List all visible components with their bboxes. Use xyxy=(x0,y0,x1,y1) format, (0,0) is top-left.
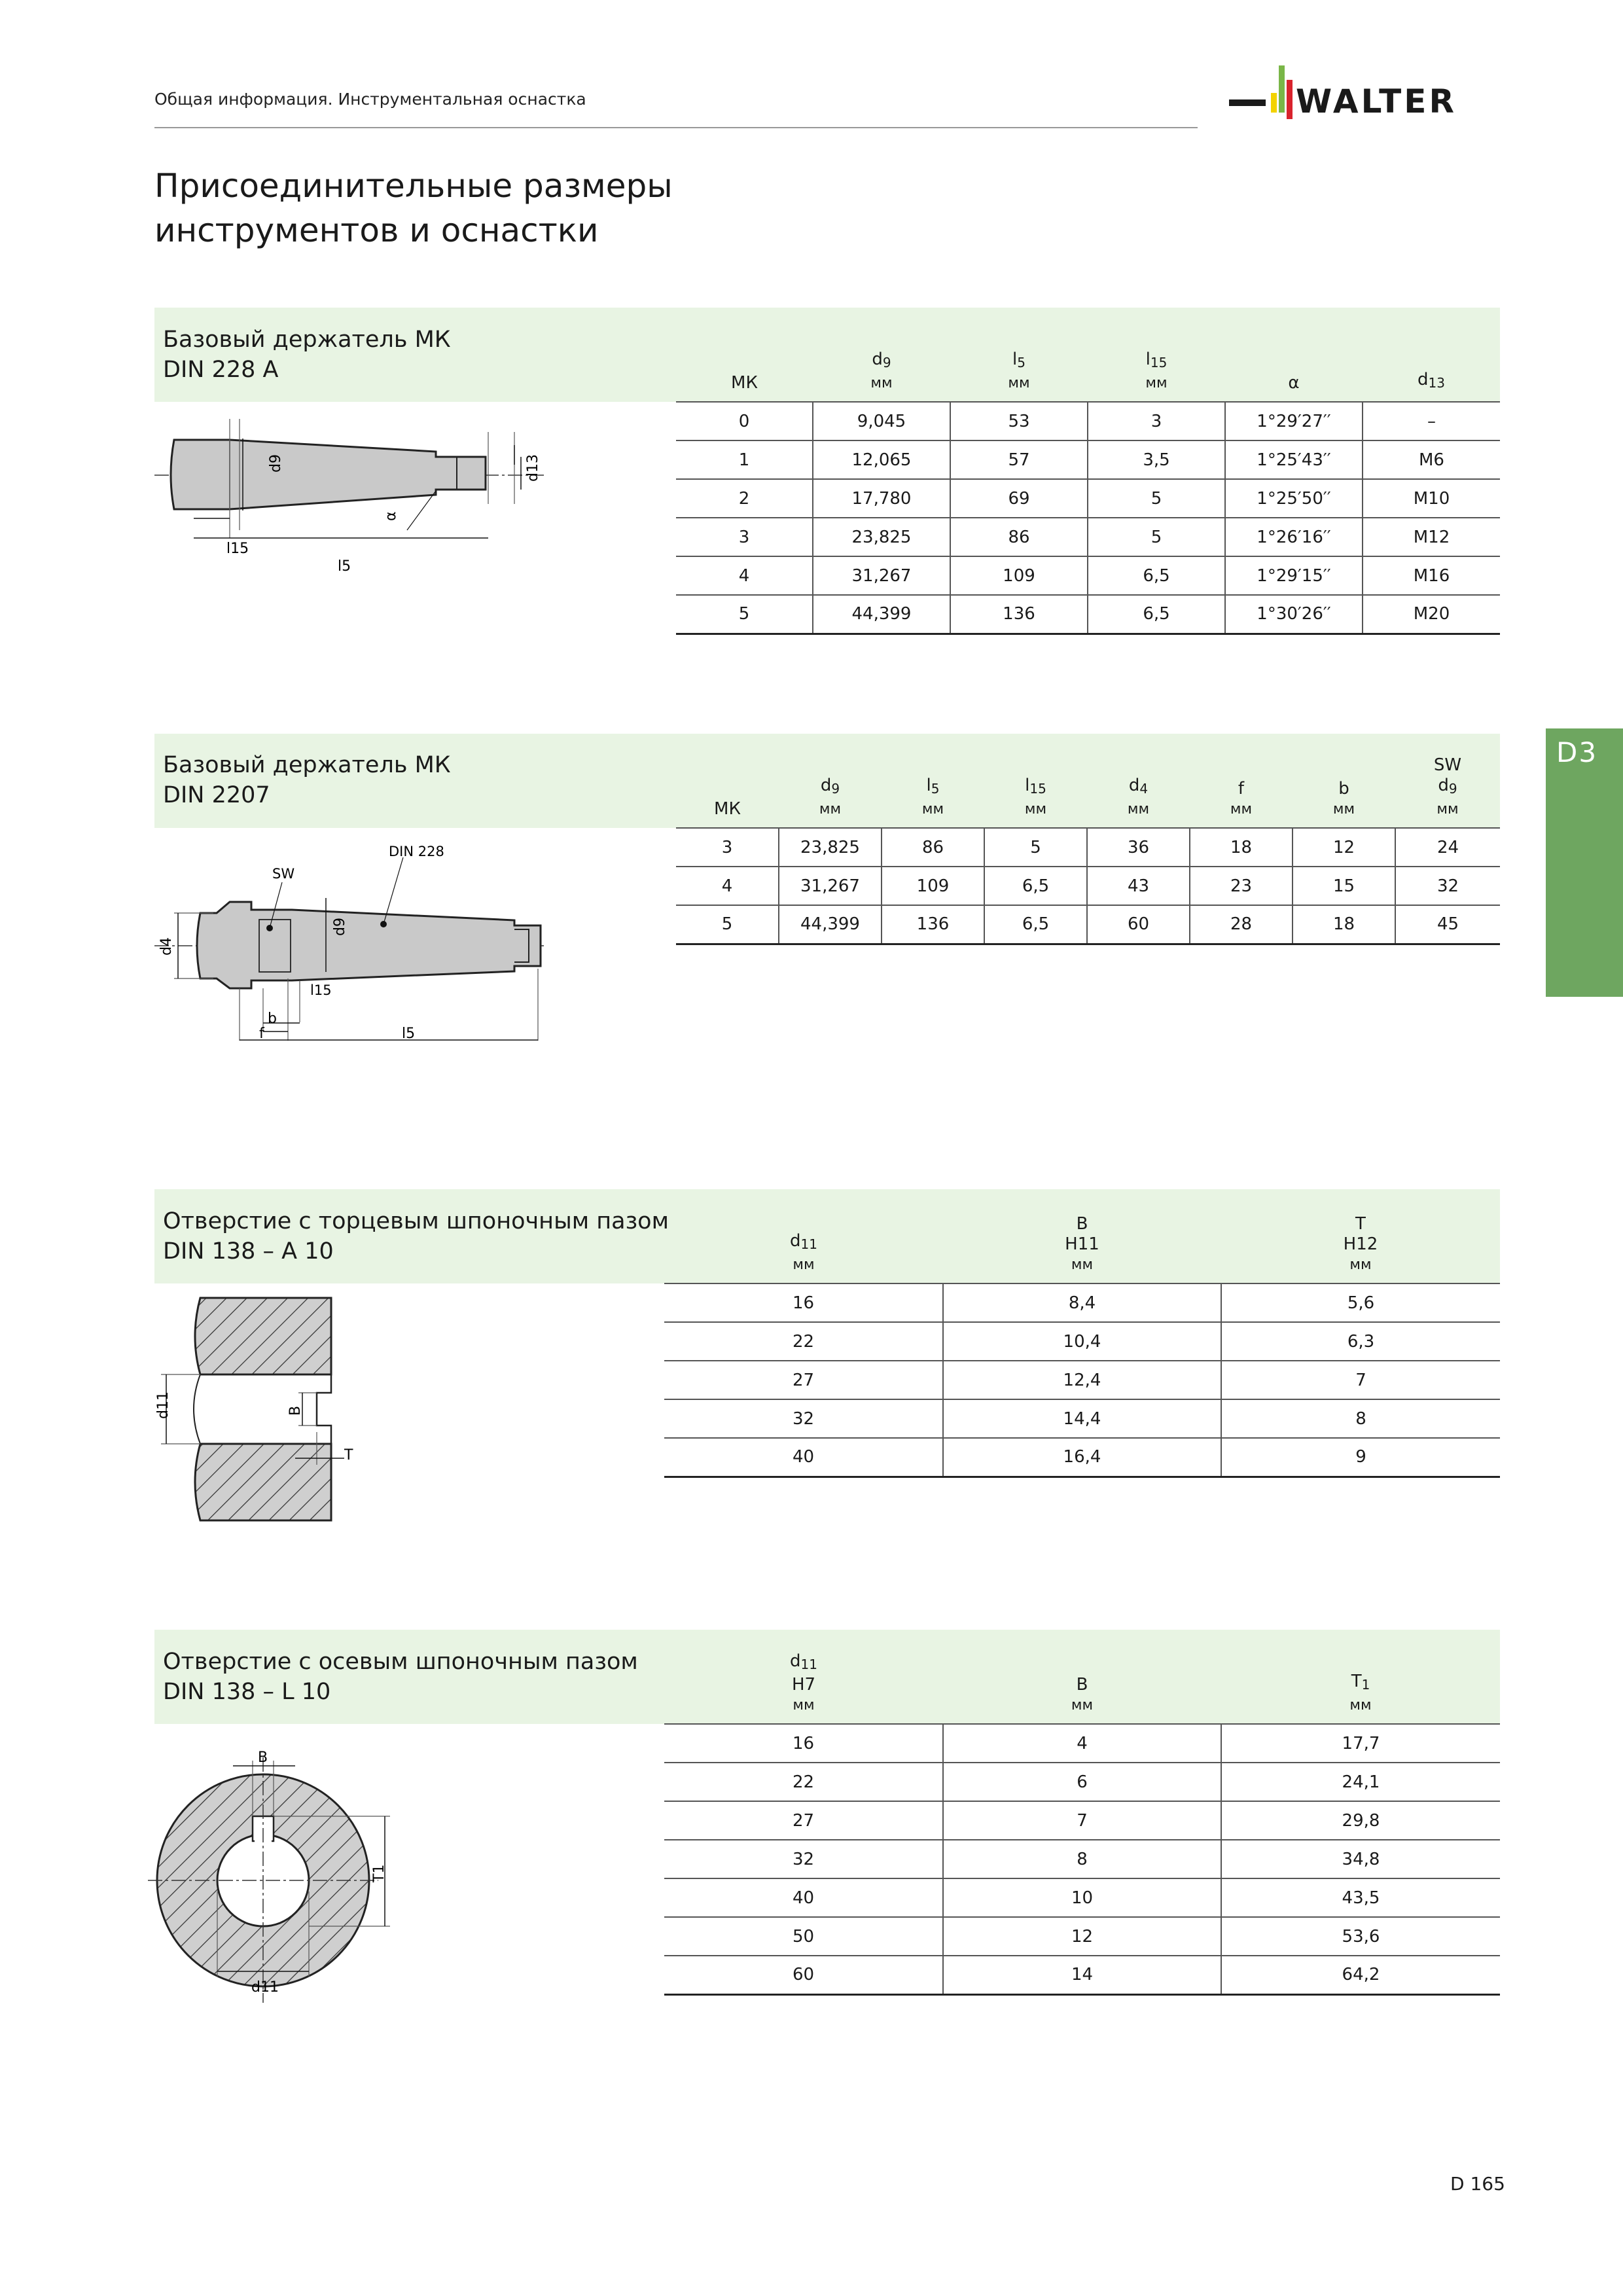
section-4-title-line-1: Отверстие с осевым шпоночным пазом xyxy=(163,1649,638,1675)
column-header-top: SW xyxy=(1433,755,1462,775)
label-d11-l10: d11 xyxy=(251,1979,279,1996)
table-cell: 109 xyxy=(882,867,984,905)
walter-logo xyxy=(1224,60,1503,132)
table-cell: 12,4 xyxy=(943,1361,1221,1399)
table-cell: 136 xyxy=(882,905,984,944)
label-d9: d9 xyxy=(268,454,284,473)
label-d13: d13 xyxy=(525,454,541,482)
column-header-symbol: H12 xyxy=(1343,1234,1378,1254)
table-row xyxy=(664,1763,1500,1801)
breadcrumb: Общая информация. Инструментальная оснастка xyxy=(154,90,586,109)
section-4-title xyxy=(163,1647,638,1707)
section-1-title-line-1: Базовый держатель МК xyxy=(163,327,451,353)
table-cell: 1 xyxy=(676,440,813,479)
column-header-unit: мм xyxy=(1332,801,1355,817)
section-4-title-line-2: DIN 138 – L 10 xyxy=(163,1679,331,1705)
table-cell: M12 xyxy=(1363,518,1500,556)
table-cell: 136 xyxy=(950,595,1088,634)
column-header-top: $d_{11}$ xyxy=(790,1651,817,1672)
page-title-line-1: Присоединительные размеры xyxy=(154,167,673,205)
table-cell: 5,6 xyxy=(1221,1283,1500,1322)
label-T1-l10: T1 xyxy=(371,1864,387,1882)
table-cell: 3 xyxy=(1088,402,1225,440)
table-cell: 5 xyxy=(984,828,1087,867)
column-header-symbol: H7 xyxy=(791,1675,816,1695)
table-cell: 44,399 xyxy=(779,905,882,944)
table-cell: 16,4 xyxy=(943,1438,1221,1477)
table-row xyxy=(664,1878,1500,1917)
table-cell: M20 xyxy=(1363,595,1500,634)
table-cell: 6 xyxy=(943,1763,1221,1801)
table-cell: 17,7 xyxy=(1221,1724,1500,1763)
table-cell: 27 xyxy=(664,1361,943,1399)
section-3-title-line-2: DIN 138 – A 10 xyxy=(163,1238,334,1265)
table-cell: 17,780 xyxy=(813,479,950,518)
table-row xyxy=(664,1956,1500,1994)
table-cell: 7 xyxy=(943,1801,1221,1840)
column-header-unit: мм xyxy=(1071,1697,1094,1713)
table-cell: 53 xyxy=(950,402,1088,440)
table-row xyxy=(664,1322,1500,1361)
table-cell: 40 xyxy=(664,1438,943,1477)
col-d13: $d_{13}$ xyxy=(1418,370,1445,391)
column-header-symbol: f xyxy=(1238,779,1245,798)
table-cell: 3 xyxy=(676,828,779,867)
table-cell: 32 xyxy=(664,1399,943,1438)
table-cell: 109 xyxy=(950,556,1088,595)
column-header-symbol: $d_9$ xyxy=(820,776,840,797)
table-cell: 5 xyxy=(676,905,779,944)
label-b: b xyxy=(268,1011,277,1027)
column-header xyxy=(943,1630,1221,1724)
table-din138-a10 xyxy=(664,1189,1500,1478)
table-cell: 6,5 xyxy=(984,867,1087,905)
table-cell: 16 xyxy=(664,1724,943,1763)
label-f: f xyxy=(259,1026,264,1042)
table-cell: 16 xyxy=(664,1283,943,1322)
table-cell: 23,825 xyxy=(813,518,950,556)
column-header-symbol: $l_{15}$ xyxy=(1025,776,1046,797)
label-l15-2207: l15 xyxy=(310,982,332,998)
table-row xyxy=(676,595,1500,634)
page-title xyxy=(154,164,673,253)
table-row xyxy=(676,479,1500,518)
column-header-unit: мм xyxy=(819,801,842,817)
table-row xyxy=(676,440,1500,479)
table-row xyxy=(676,905,1500,944)
table-cell: 34,8 xyxy=(1221,1840,1500,1878)
table-cell: 18 xyxy=(1190,828,1293,867)
table-cell: 1°29′15′′ xyxy=(1225,556,1363,595)
column-header-symbol: $d_9$ xyxy=(1438,776,1457,797)
label-B-l10: B xyxy=(258,1749,268,1766)
table-row xyxy=(676,556,1500,595)
label-l5: l5 xyxy=(338,558,351,575)
table-cell: 3 xyxy=(676,518,813,556)
label-sw: SW xyxy=(272,866,295,882)
column-header-symbol: H11 xyxy=(1065,1234,1099,1254)
column-header xyxy=(943,1189,1221,1283)
table-cell: 32 xyxy=(664,1840,943,1878)
table-cell: 28 xyxy=(1190,905,1293,944)
column-header xyxy=(1221,1189,1500,1283)
col-alpha: α xyxy=(1288,373,1300,393)
table-cell: 22 xyxy=(664,1322,943,1361)
logo-wordmark: WALTER xyxy=(1296,82,1457,120)
table-cell: 4 xyxy=(676,867,779,905)
table-cell: 12 xyxy=(943,1917,1221,1956)
column-header-unit: мм xyxy=(921,801,944,817)
table-cell: 1°25′50′′ xyxy=(1225,479,1363,518)
column-header-symbol: $l_5$ xyxy=(926,776,940,797)
table-cell: 5 xyxy=(1088,518,1225,556)
table-row xyxy=(676,402,1500,440)
label-l15: l15 xyxy=(226,541,249,557)
column-header-unit: мм xyxy=(1127,801,1150,817)
table-cell: – xyxy=(1363,402,1500,440)
table-cell: 24 xyxy=(1395,828,1500,867)
column-header-top: B xyxy=(1076,1214,1088,1234)
figure-din138-l10 xyxy=(148,1734,410,2003)
column-header xyxy=(779,734,882,828)
label-d4: d4 xyxy=(158,937,175,956)
figure-din138-a10 xyxy=(148,1295,383,1524)
table-cell: 31,267 xyxy=(813,556,950,595)
column-header xyxy=(1293,734,1395,828)
table-cell: 1°25′43′′ xyxy=(1225,440,1363,479)
section-2-title-line-2: DIN 2207 xyxy=(163,782,270,808)
label-d11-a10: d11 xyxy=(155,1391,171,1419)
column-header xyxy=(984,734,1087,828)
table-cell: 86 xyxy=(950,518,1088,556)
table-row xyxy=(664,1840,1500,1878)
column-header xyxy=(1395,734,1500,828)
table-row xyxy=(664,1438,1500,1477)
table-cell: 8 xyxy=(943,1840,1221,1878)
table-din138-l10 xyxy=(664,1630,1500,1996)
col-d9: $d_9$ мм xyxy=(870,350,893,391)
column-header xyxy=(1087,734,1190,828)
table-cell: 60 xyxy=(1087,905,1190,944)
table-row xyxy=(676,867,1500,905)
table-row xyxy=(664,1283,1500,1322)
table-cell: 1°26′16′′ xyxy=(1225,518,1363,556)
column-header-unit: мм xyxy=(1436,801,1459,817)
section-1-title-line-2: DIN 228 A xyxy=(163,357,279,383)
table-cell: 5 xyxy=(1088,479,1225,518)
table-cell: 9,045 xyxy=(813,402,950,440)
label-d9-2207: d9 xyxy=(332,918,348,936)
table-cell: 40 xyxy=(664,1878,943,1917)
column-header-unit: мм xyxy=(793,1257,815,1273)
table-cell: 36 xyxy=(1087,828,1190,867)
col-l15: $l_{15}$ мм xyxy=(1145,350,1168,391)
table-cell: 15 xyxy=(1293,867,1395,905)
column-header xyxy=(676,734,779,828)
table-cell: 5 xyxy=(676,595,813,634)
table-row xyxy=(664,1399,1500,1438)
table-din228a xyxy=(676,308,1500,635)
col-mk: МК xyxy=(731,373,758,393)
section-3-title-line-1: Отверстие с торцевым шпоночным пазом xyxy=(163,1208,669,1234)
label-B-a10: B xyxy=(287,1405,304,1416)
column-header-unit: мм xyxy=(1349,1257,1372,1273)
table-cell: 3,5 xyxy=(1088,440,1225,479)
column-header-symbol: $d_{11}$ xyxy=(790,1231,817,1252)
section-2-title-line-1: Базовый держатель МК xyxy=(163,752,451,778)
table-cell: 14 xyxy=(943,1956,1221,1994)
column-header-unit: мм xyxy=(793,1697,815,1713)
table-cell: 44,399 xyxy=(813,595,950,634)
table-cell: 32 xyxy=(1395,867,1500,905)
table-cell: 86 xyxy=(882,828,984,867)
section-tab-label: D3 xyxy=(1556,736,1598,768)
column-header-symbol: МК xyxy=(714,799,741,819)
column-header-top: T xyxy=(1355,1214,1366,1234)
column-header xyxy=(664,1189,943,1283)
table-cell: M16 xyxy=(1363,556,1500,595)
table-cell: M10 xyxy=(1363,479,1500,518)
column-header xyxy=(1190,734,1293,828)
table-row xyxy=(664,1724,1500,1763)
table-cell: 18 xyxy=(1293,905,1395,944)
section-1-title xyxy=(163,325,451,385)
table-cell: 22 xyxy=(664,1763,943,1801)
table-row xyxy=(664,1801,1500,1840)
column-header-unit: мм xyxy=(1024,801,1047,817)
table-cell: M6 xyxy=(1363,440,1500,479)
table-cell: 23 xyxy=(1190,867,1293,905)
figure-din2207 xyxy=(154,838,547,1054)
table-cell: 4 xyxy=(943,1724,1221,1763)
column-header xyxy=(664,1630,943,1724)
table-cell: 6,3 xyxy=(1221,1322,1500,1361)
column-header-symbol: $T_1$ xyxy=(1351,1672,1370,1693)
table-din2207 xyxy=(676,734,1500,945)
table-cell: 10,4 xyxy=(943,1322,1221,1361)
label-alpha: α xyxy=(383,511,399,521)
table-cell: 12 xyxy=(1293,828,1395,867)
table-cell: 8 xyxy=(1221,1399,1500,1438)
table-cell: 43 xyxy=(1087,867,1190,905)
table-cell: 69 xyxy=(950,479,1088,518)
table-cell: 23,825 xyxy=(779,828,882,867)
table-cell: 12,065 xyxy=(813,440,950,479)
table-cell: 27 xyxy=(664,1801,943,1840)
table-cell: 8,4 xyxy=(943,1283,1221,1322)
table-cell: 1°29′27′′ xyxy=(1225,402,1363,440)
table-cell: 2 xyxy=(676,479,813,518)
page-number: D 165 xyxy=(1450,2173,1505,2195)
page-title-line-2: инструментов и оснастки xyxy=(154,211,599,249)
column-header xyxy=(882,734,984,828)
section-3-title xyxy=(163,1206,669,1266)
table-cell: 31,267 xyxy=(779,867,882,905)
label-l5-2207: l5 xyxy=(402,1026,416,1042)
figure-din228a xyxy=(154,419,547,583)
column-header-unit: мм xyxy=(1230,801,1253,817)
table-cell: 50 xyxy=(664,1917,943,1956)
column-header-unit: мм xyxy=(1349,1697,1372,1713)
section-tab-d3[interactable] xyxy=(1546,728,1623,997)
table-cell: 53,6 xyxy=(1221,1917,1500,1956)
section-2-title xyxy=(163,750,451,810)
table-cell: 9 xyxy=(1221,1438,1500,1477)
header-divider xyxy=(154,127,1198,128)
table-cell: 6,5 xyxy=(984,905,1087,944)
column-header-symbol: b xyxy=(1338,779,1349,798)
table-cell: 64,2 xyxy=(1221,1956,1500,1994)
column-header xyxy=(1221,1630,1500,1724)
table-cell: 4 xyxy=(676,556,813,595)
table-cell: 57 xyxy=(950,440,1088,479)
table-cell: 0 xyxy=(676,402,813,440)
table-cell: 1°30′26′′ xyxy=(1225,595,1363,634)
column-header-unit: мм xyxy=(1071,1257,1094,1273)
column-header-symbol: $d_4$ xyxy=(1128,776,1149,797)
table-cell: 10 xyxy=(943,1878,1221,1917)
table-cell: 6,5 xyxy=(1088,595,1225,634)
table-cell: 7 xyxy=(1221,1361,1500,1399)
column-header-symbol: B xyxy=(1076,1675,1088,1695)
table-cell: 45 xyxy=(1395,905,1500,944)
label-din228: DIN 228 xyxy=(389,844,444,859)
table-cell: 14,4 xyxy=(943,1399,1221,1438)
table-cell: 6,5 xyxy=(1088,556,1225,595)
table-row xyxy=(664,1361,1500,1399)
table-row xyxy=(664,1917,1500,1956)
table-cell: 43,5 xyxy=(1221,1878,1500,1917)
table-row xyxy=(676,828,1500,867)
col-l5: $l_5$ мм xyxy=(1008,350,1030,391)
table-row xyxy=(676,518,1500,556)
label-T-a10: T xyxy=(344,1447,353,1463)
table-cell: 60 xyxy=(664,1956,943,1994)
table-cell: 29,8 xyxy=(1221,1801,1500,1840)
table-cell: 24,1 xyxy=(1221,1763,1500,1801)
